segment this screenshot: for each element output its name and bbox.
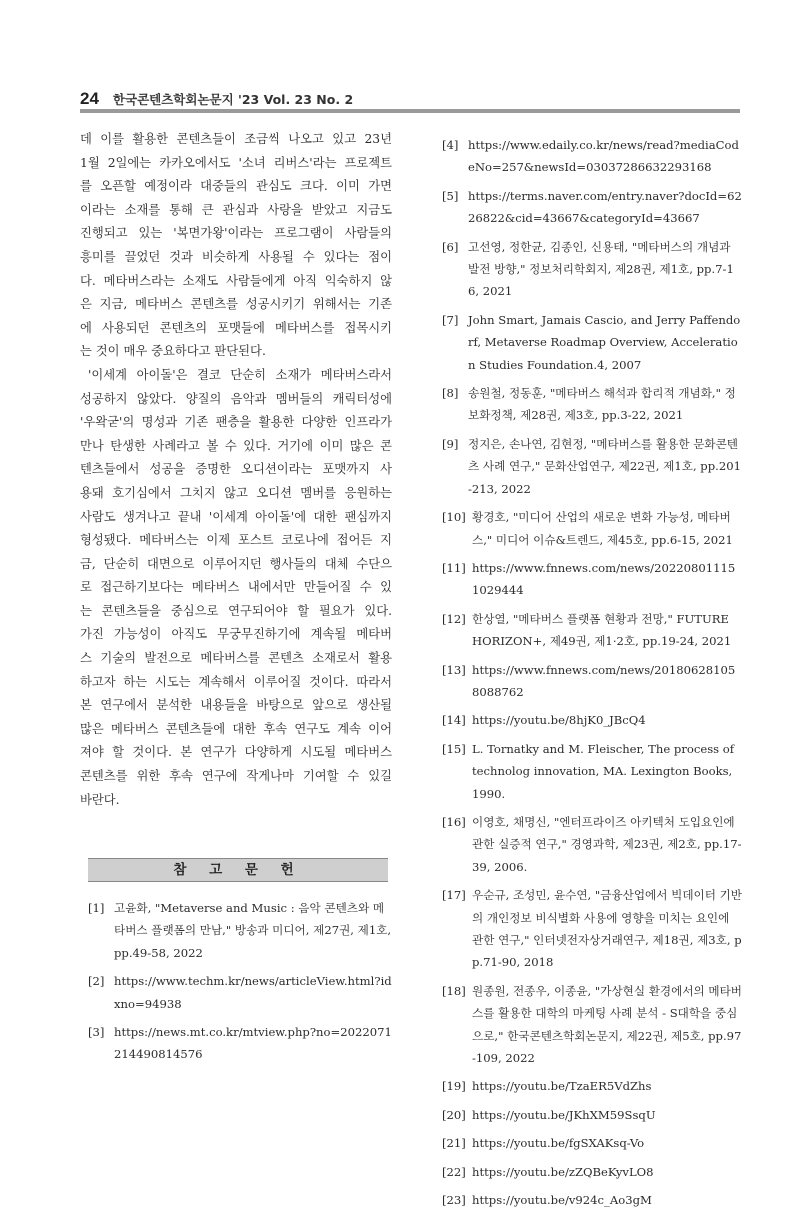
paragraph	[80, 128, 392, 364]
text-line: 로 접근하기보다는 메타버스 내에서만 만들어질 수 있	[80, 580, 392, 595]
reference-text: 송원철, 정동훈, "메타버스 해석과 합리적 개념화," 정보화정책, 제28권, 제3호, pp.3-22, 2021	[468, 386, 736, 423]
reference-number: [3]	[88, 1025, 105, 1040]
text-line: 금, 단순히 대면으로 이루어지던 행사들의 대체 수단으	[80, 556, 392, 571]
reference-text: https://youtu.be/8hjK0_JBcQ4	[472, 713, 646, 728]
text-line: 텐츠들에서 성공을 증명한 오디션이라는 포맷까지 사	[80, 462, 392, 477]
reference-text: https://www.fnnews.com/news/202208011151029444	[472, 560, 736, 598]
reference-item	[442, 709, 742, 731]
text-line: 용돼 호기심에서 그치지 않고 오디션 멤버를 응원하는	[80, 485, 392, 500]
reference-text: 한상열, "메타버스 플랫폼 현황과 전망," FUTURE HORIZON+, 제49권, 제1·2호, pp.19-24, 2021	[472, 611, 732, 649]
reference-number: [14]	[442, 713, 466, 728]
body-text-column	[80, 128, 392, 812]
reference-text: 고윤화, "Metaverse and Music : 음악 콘텐츠와 메타버스 플랫폼의 만남," 방송과 미디어, 제27권, 제1호, pp.49-58, 2022	[114, 901, 392, 960]
text-line: 는 것이 매우 중요하다고 판단된다.	[80, 344, 266, 359]
text-line: 만나 탄생한 사례라고 볼 수 있다. 거기에 이미 많은 콘	[80, 438, 392, 453]
reference-item	[442, 433, 742, 500]
reference-number: [12]	[442, 611, 466, 626]
text-line: 많은 메타버스 콘텐츠들에 대한 후속 연구도 계속 이어	[80, 721, 392, 736]
reference-number: [16]	[442, 814, 466, 829]
reference-number: [21]	[442, 1136, 466, 1151]
text-line: '우왁굳'의 명성과 기존 팬층을 활용한 다양한 인프라가	[80, 415, 392, 430]
reference-number: [17]	[442, 888, 466, 903]
text-line: 이라는 소재를 통해 큰 관심과 사랑을 받았고 지금도	[80, 202, 392, 217]
reference-text: 이영호, 채명신, "엔터프라이즈 아키텍처 도입요인에 관한 실증적 연구," 경영과학, 제23권, 제2호, pp.17-39, 2006.	[472, 814, 742, 874]
reference-number: [1]	[88, 901, 105, 915]
text-line: 콘텐츠를 위한 후속 연구에 작게나마 기여할 수 있길	[80, 769, 392, 784]
journal-title: 한국콘텐츠학회논문지 '23 Vol. 23 No. 2	[112, 92, 354, 107]
reference-number: [6]	[442, 239, 459, 254]
reference-number: [20]	[442, 1107, 466, 1122]
reference-number: [18]	[442, 983, 466, 998]
reference-item	[442, 1161, 742, 1183]
reference-number: [11]	[442, 560, 466, 575]
reference-number: [2]	[88, 974, 105, 989]
reference-number: [23]	[442, 1193, 466, 1208]
text-line: 다. 메타버스라는 소재도 사람들에게 아직 익숙하지 않	[80, 273, 392, 288]
reference-item	[88, 970, 392, 1015]
page-number: 24	[80, 89, 99, 108]
paragraph	[80, 364, 392, 812]
reference-item	[88, 1021, 392, 1066]
reference-text: 우순규, 조성민, 윤수연, "금융산업에서 빅데이터 기반의 개인정보 비식별화 사용에 영향을 미치는 요인에 관한 연구," 인터넷전자상거래연구, 제18권, 제3호, pp.71-90, 2018	[472, 888, 743, 970]
reference-text: https://terms.naver.com/entry.naver?docId=6226822&cid=43667&categoryId=43667	[468, 188, 742, 226]
references-list-left	[88, 897, 392, 1072]
reference-item	[442, 1075, 742, 1097]
reference-text: https://youtu.be/v924c_Ao3gM	[472, 1193, 652, 1208]
text-line: 에 사용되던 콘텐츠의 포맷들에 메타버스를 접목시키	[80, 320, 392, 335]
text-line: 져야 할 것이다. 본 연구가 다양하게 시도될 메타버스	[80, 745, 392, 760]
text-line: 형성됐다. 메타버스는 이제 포스트 코로나에 접어든 지	[80, 533, 392, 548]
text-line: 은 지금, 메타버스 콘텐츠를 성공시키기 위해서는 기존	[80, 297, 392, 312]
reference-text: 원종원, 전종우, 이종윤, "가상현실 환경에서의 메타버스를 활용한 대학의 마케팅 사례 분석 - S대학을 중심으로," 한국콘텐츠학회논문지, 제22권, 제5호, pp.97-109, 2022	[472, 983, 743, 1066]
reference-item	[442, 738, 742, 805]
reference-number: [10]	[442, 510, 466, 525]
text-line: 진행되고 있는 '복면가왕'이라는 프로그램이 사람들의	[80, 226, 392, 241]
text-line: 1월 2일에는 카카오에서도 '소녀 리버스'라는 프로젝트	[80, 155, 392, 170]
reference-text: https://youtu.be/fgSXAKsq-Vo	[472, 1136, 645, 1151]
text-line: 는 콘텐츠들을 중심으로 연구되어야 할 필요가 있다.	[80, 603, 392, 618]
reference-item	[442, 185, 742, 230]
references-list-right	[442, 134, 742, 1217]
reference-number: [9]	[442, 436, 459, 451]
text-line: 성공하지 않았다. 양질의 음악과 멤버들의 캐릭터성에	[80, 391, 392, 406]
reference-item	[442, 382, 742, 427]
text-line: 사람도 생겨나고 끝내 '이세계 아이돌'에 대한 팬심까지	[80, 509, 392, 524]
reference-item	[442, 236, 742, 303]
reference-text: https://youtu.be/zZQBeKyvLO8	[472, 1164, 654, 1179]
reference-text: L. Tornatky and M. Fleischer, The process of technolog innovation, MA. Lexington Books, 1990.	[472, 741, 735, 801]
reference-text: https://news.mt.co.kr/mtview.php?no=2022071214490814576	[114, 1025, 392, 1062]
reference-number: [15]	[442, 741, 466, 756]
header-rule	[80, 109, 740, 113]
references-heading: 참 고 문 헌	[88, 858, 388, 882]
reference-text: 황경호, "미디어 산업의 새로운 변화 가능성, 메타버스," 미디어 이슈&트렌드, 제45호, pp.6-15, 2021	[472, 510, 733, 547]
reference-number: [22]	[442, 1164, 466, 1179]
running-header	[80, 86, 740, 108]
reference-item	[442, 134, 742, 179]
reference-number: [8]	[442, 386, 459, 401]
reference-number: [13]	[442, 662, 466, 677]
reference-item	[442, 1132, 742, 1154]
reference-item	[88, 897, 392, 964]
text-line: 스 기술의 발전으로 메타버스를 콘텐츠 소재로서 활용	[80, 651, 392, 666]
reference-number: [19]	[442, 1079, 466, 1094]
reference-text: https://youtu.be/JKhXM59SsqU	[472, 1107, 656, 1122]
reference-item	[442, 980, 742, 1070]
text-line: 흥미를 끌었던 것과 비슷하게 사용될 수 있다는 점이	[80, 249, 392, 264]
reference-item	[442, 1104, 742, 1126]
text-line: 바란다.	[80, 792, 120, 807]
reference-item	[442, 608, 742, 653]
text-line: 가진 가능성이 아직도 무궁무진하기에 계속될 메타버	[80, 627, 392, 642]
reference-item	[442, 811, 742, 878]
reference-text: John Smart, Jamais Cascio, and Jerry Paffendorf, Metaverse Roadmap Overview, Acceleration Studies Foundation.4, 2007	[468, 312, 741, 372]
reference-text: https://www.fnnews.com/news/201806281058088762	[472, 662, 736, 699]
reference-item	[442, 659, 742, 704]
reference-text: https://youtu.be/TzaER5VdZhs	[472, 1079, 652, 1094]
reference-number: [5]	[442, 188, 459, 203]
text-line: 본 연구에서 분석한 내용들을 바탕으로 앞으로 생산될	[80, 698, 392, 713]
reference-item	[442, 309, 742, 376]
reference-number: [7]	[442, 312, 459, 327]
reference-number: [4]	[442, 138, 459, 152]
reference-text: 고선영, 정한균, 김종인, 신용태, "메타버스의 개념과 발전 방향," 정보처리학회지, 제28권, 제1호, pp.7-16, 2021	[468, 239, 734, 299]
reference-item	[442, 884, 742, 974]
text-line: 데 이를 활용한 콘텐츠들이 조금씩 나오고 있고 23년	[80, 132, 392, 146]
reference-text: https://www.techm.kr/news/articleView.html?idxno=94938	[114, 974, 392, 1011]
reference-text: https://www.edaily.co.kr/news/read?mediaCodeNo=257&newsId=03037286632293168	[468, 138, 739, 175]
reference-item	[442, 506, 742, 551]
text-line: 하고자 하는 시도는 계속해서 이루어질 것이다. 따라서	[80, 674, 392, 689]
reference-item	[442, 1189, 742, 1211]
reference-text: 정지은, 손나연, 김현정, "메타버스를 활용한 문화콘텐츠 사례 연구," 문화산업연구, 제22권, 제1호, pp.201-213, 2022	[468, 436, 741, 496]
text-line: 를 오픈할 예정이라 대중들의 관심도 크다. 이미 가면	[80, 179, 392, 194]
text-line: '이세계 아이돌'은 결코 단순히 소재가 메타버스라서	[88, 367, 392, 382]
reference-item	[442, 557, 742, 602]
